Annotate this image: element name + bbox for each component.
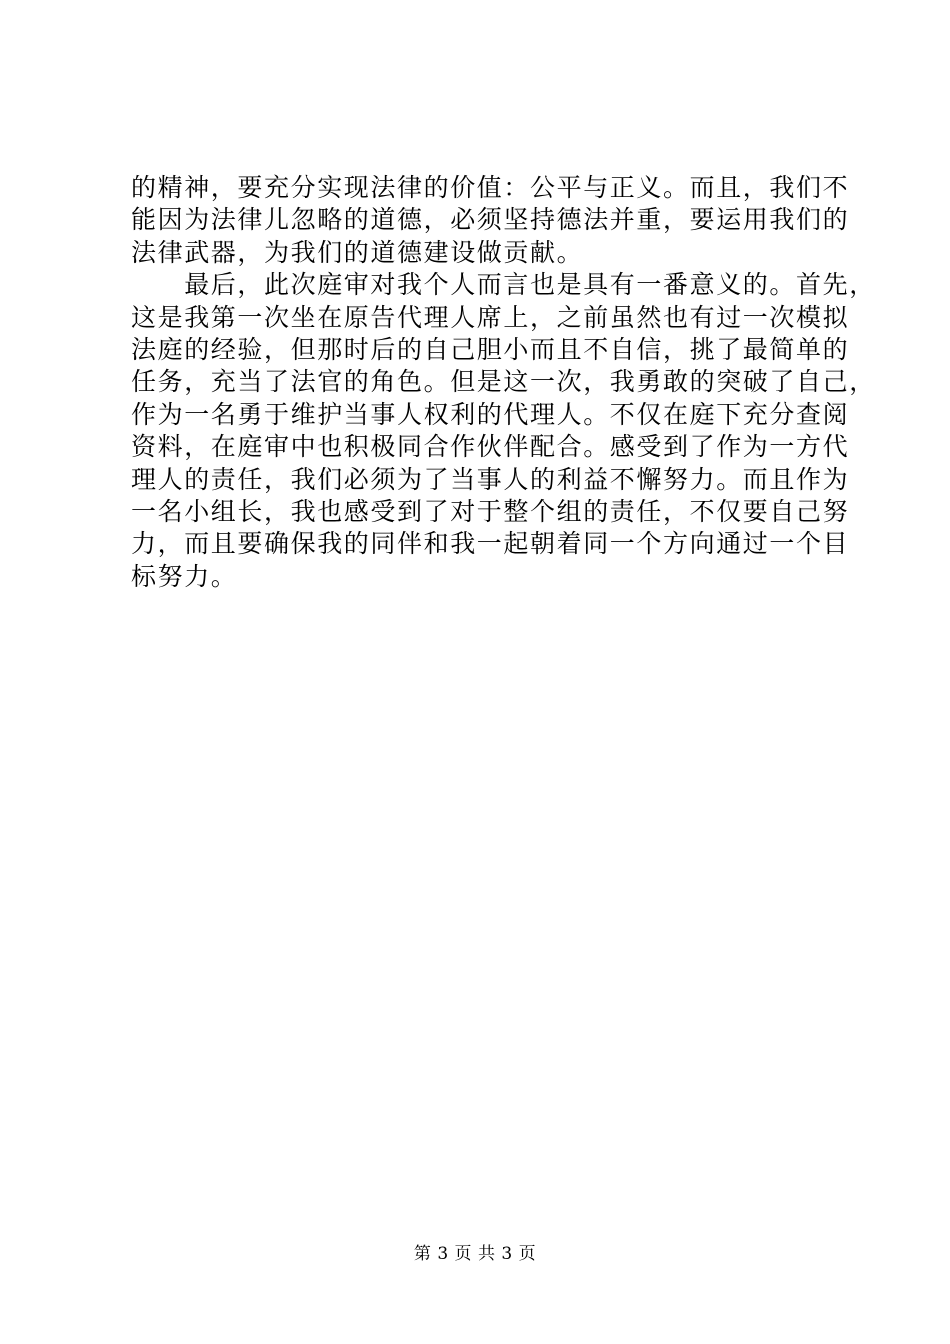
text-line: 力，而且要确保我的同伴和我一起朝着同一个方向通过一个目 [131, 529, 850, 559]
text-line: 资料，在庭审中也积极同合作伙伴配合。感受到了作为一方代 [131, 432, 850, 462]
text-line: 作为一名勇于维护当事人权利的代理人。不仅在庭下充分查阅 [131, 399, 850, 429]
text-line: 法律武器，为我们的道德建设做贡献。 [131, 237, 584, 267]
text-line: 理人的责任，我们必须为了当事人的利益不懈努力。而且作为 [131, 464, 850, 494]
text-line: 法庭的经验，但那时后的自己胆小而且不自信，挑了最简单的 [131, 334, 850, 364]
text-line: 任务，充当了法官的角色。但是这一次，我勇敢的突破了自己， [131, 367, 876, 397]
text-line: 标努力。 [131, 561, 238, 591]
text-line: 一名小组长，我也感受到了对于整个组的责任，不仅要自己努 [131, 496, 850, 526]
text-line: 的精神，要充分实现法律的价值：公平与正义。而且，我们不 [131, 173, 850, 202]
body-text [131, 172, 876, 593]
text-line: 这是我第一次坐在原告代理人席上，之前虽然也有过一次模拟 [131, 302, 850, 332]
text-line: 能因为法律儿忽略的道德，必须坚持德法并重，要运用我们的 [131, 205, 850, 235]
page-footer: 第 3 页 共 3 页 [413, 1244, 537, 1264]
text-line: 最后，此次庭审对我个人而言也是具有一番意义的。首先， [131, 270, 876, 300]
